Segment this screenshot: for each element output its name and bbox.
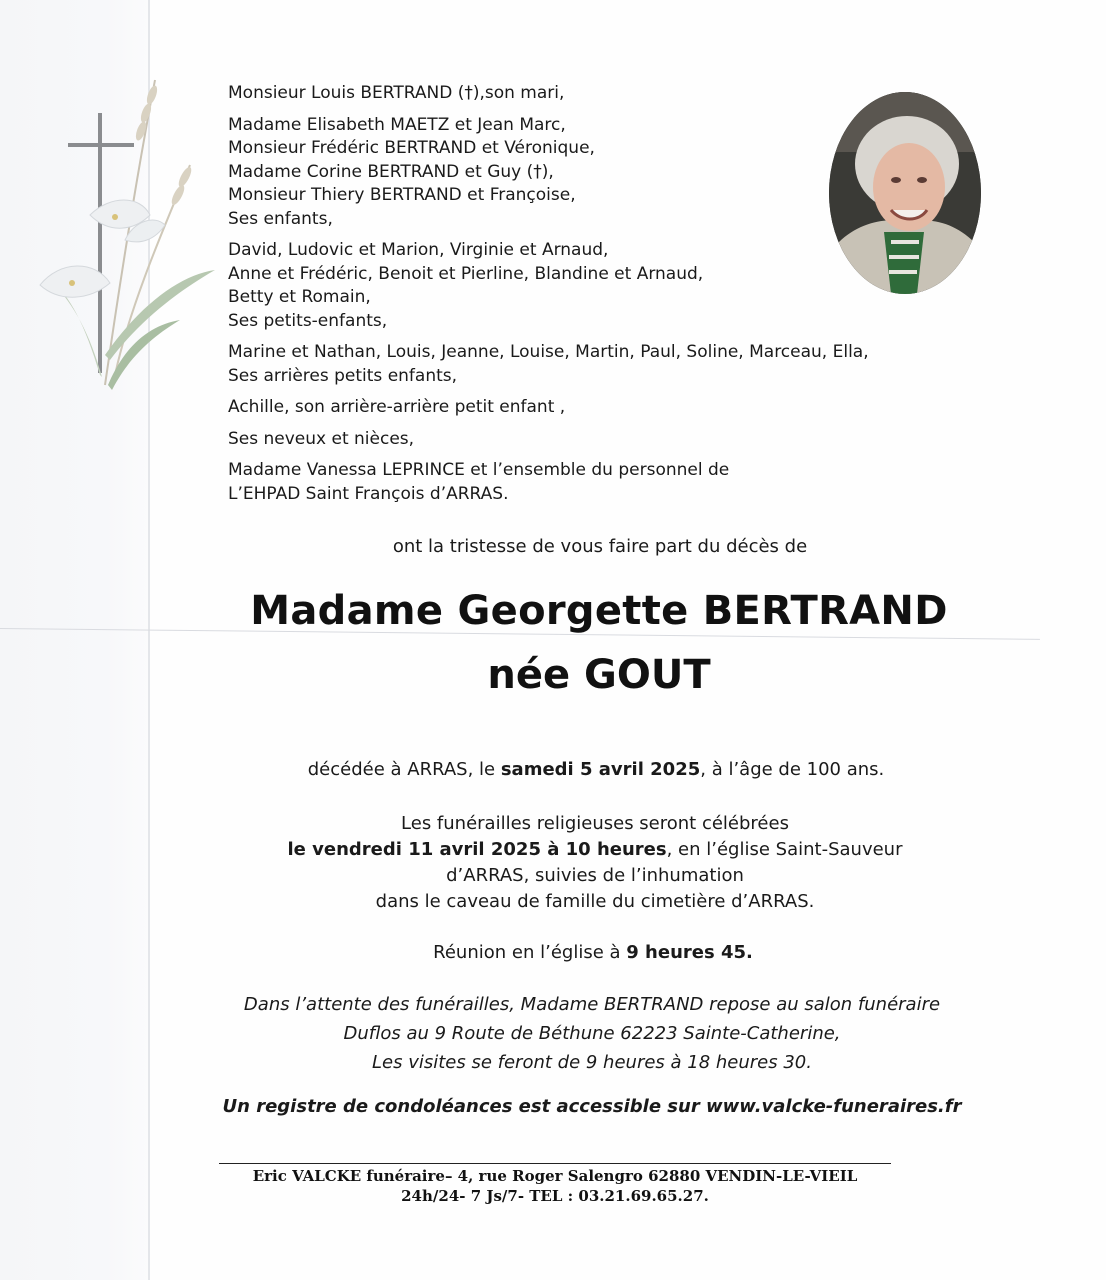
rest-line: Dans l’attente des funérailles, Madame BERTRAND repose au salon funéraire: [243, 994, 941, 1015]
funeral-datetime: le vendredi 11 avril 2025 à 10 heures: [287, 839, 667, 860]
family-line: David, Ludovic et Marion, Virginie et Arnaud,: [228, 240, 609, 260]
children-group: [228, 114, 868, 232]
death-prefix: décédée à ARRAS, le: [307, 759, 501, 780]
family-list: [228, 82, 868, 514]
meeting-details: [0, 942, 1106, 963]
staff-group: [228, 459, 868, 506]
funeral-home-details: [0, 990, 1106, 1077]
condolence-register: Un registre de condoléances est accessible sur www.valcke-funeraires.fr: [222, 1096, 962, 1117]
family-line: Ses arrières petits enfants,: [228, 365, 458, 386]
great-great-grandchild-group: [228, 396, 868, 420]
family-line: Ses enfants,: [228, 208, 333, 229]
spouse-group: [228, 82, 868, 106]
rest-line: Les visites se feront de 9 heures à 18 heures 30.: [372, 1052, 812, 1073]
family-line: Achille, son arrière-arrière petit enfant ,: [228, 397, 566, 417]
funeral-details: [0, 811, 1106, 915]
meeting-prefix: Réunion en l’église à: [433, 942, 627, 963]
cross-and-lilies-illustration: [30, 55, 230, 425]
nephews-group: [228, 428, 868, 452]
death-suffix: , à l’âge de 100 ans.: [700, 759, 885, 780]
funeral-line: dans le caveau de famille du cimetière d’ARRAS.: [375, 891, 815, 912]
family-line: Monsieur Thiery BERTRAND et Françoise,: [228, 185, 576, 205]
footer-address: Eric VALCKE funéraire– 4, rue Roger Salengro 62880 VENDIN-LE-VIEIL: [252, 1167, 858, 1185]
great-grandchildren-group: [228, 341, 868, 388]
footer-contact: 24h/24- 7 Js/7- TEL : 03.21.69.65.27.: [401, 1187, 709, 1205]
funeral-line: Les funérailles religieuses seront célébrées: [401, 813, 789, 834]
death-details: [0, 759, 1106, 780]
family-line: Marine et Nathan, Louis, Jeanne, Louise, Martin, Paul, Soline, Marceau, Ella,: [228, 342, 869, 362]
family-line: Madame Elisabeth MAETZ et Jean Marc,: [228, 114, 566, 135]
funeral-location: , en l’église Saint-Sauveur: [666, 839, 903, 860]
family-line: Betty et Romain,: [228, 287, 371, 307]
family-line: Anne et Frédéric, Benoit et Pierline, Blandine et Arnaud,: [228, 263, 704, 284]
funeral-home-footer: [0, 1166, 1106, 1206]
death-date: samedi 5 avril 2025: [500, 759, 701, 780]
family-line: L’EHPAD Saint François d’ARRAS.: [228, 483, 509, 504]
meeting-time: 9 heures 45.: [626, 942, 753, 963]
funeral-line: [0, 837, 1106, 863]
family-line: Madame Corine BERTRAND et Guy (†),: [228, 161, 554, 182]
family-line: Ses petits-enfants,: [228, 310, 388, 331]
family-line: Ses neveux et nièces,: [228, 428, 415, 449]
family-line: Monsieur Frédéric BERTRAND et Véronique,: [228, 138, 595, 158]
grandchildren-group: [228, 239, 868, 333]
funeral-line: d’ARRAS, suivies de l’inhumation: [446, 865, 744, 886]
deceased-name: Madame Georgette BERTRAND: [250, 588, 948, 634]
family-line: Monsieur Louis BERTRAND (†),son mari,: [228, 83, 565, 103]
rest-line: Duflos au 9 Route de Béthune 62223 Sainte-Catherine,: [343, 1023, 841, 1044]
family-line: Madame Vanessa LEPRINCE et l’ensemble du personnel de: [228, 460, 730, 480]
footer-separator: [219, 1163, 891, 1164]
maiden-name: née GOUT: [487, 652, 711, 698]
announcement-intro: ont la tristesse de vous faire part du décès de: [392, 536, 808, 557]
